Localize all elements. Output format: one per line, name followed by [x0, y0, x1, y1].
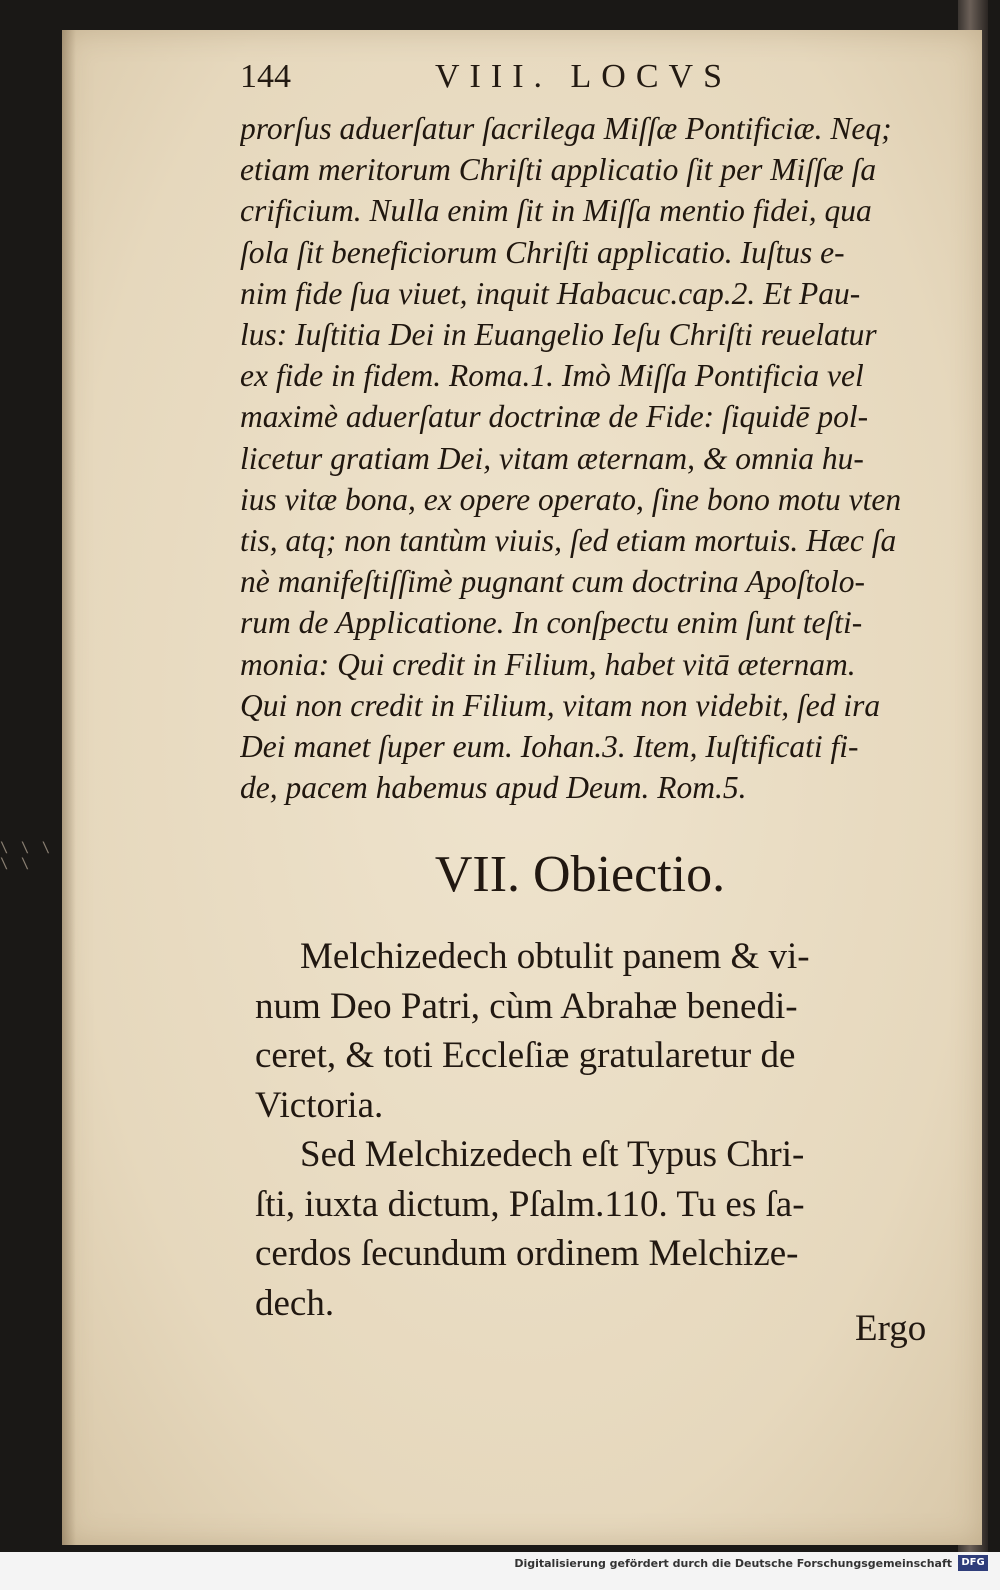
italic-text-block	[240, 108, 945, 808]
text-line: Melchizedech obtulit panem & vi-	[300, 936, 810, 977]
page-number: 144	[240, 58, 291, 95]
text-line: tis, atq; non tantùm viuis, ſed etiam mortuis. Hæc ſa	[240, 523, 897, 559]
text-line: maximè aduerſatur doctrinæ de Fide: ſiquidē pol-	[240, 399, 869, 435]
page-header	[240, 58, 940, 110]
text-line: ius vitæ bona, ex opere operato, ſine bono motu vten	[240, 481, 902, 517]
text-line: de, pacem habemus apud Deum. Rom.5.	[240, 770, 747, 806]
text-line: cerdos ſecundum ordinem Melchize-	[255, 1233, 799, 1274]
text-line: licetur gratiam Dei, vitam æternam, & omnia hu-	[240, 440, 864, 476]
text-line: Victoria.	[255, 1084, 384, 1126]
text-line: monia: Qui credit in Filium, habet vitā æternam.	[240, 646, 856, 682]
running-head: VIII. LOCVS	[435, 58, 732, 95]
text-line: lus: Iuſtitia Dei in Euangelio Ieſu Chriſti reuelatur	[240, 317, 877, 353]
text-line: nè manifeſtiſſimè pugnant cum doctrina Apoſtolo-	[240, 564, 865, 600]
text-line: ſti, iuxta dictum, Pſalm.110. Tu es ſa-	[255, 1183, 805, 1225]
text-line: nim fide ſua viuet, inquit Habacuc.cap.2. Et Pau-	[240, 275, 861, 311]
text-line: ſola ſit beneficiorum Chriſti applicatio. Iuſtus e-	[240, 234, 845, 270]
dfg-logo: DFG	[958, 1555, 988, 1571]
text-line: rum de Applicatione. In conſpectu enim ſunt teſti-	[240, 605, 863, 641]
text-line: Sed Melchizedech eſt Typus Chri-	[300, 1134, 805, 1175]
text-line: Dei manet ſuper eum. Iohan.3. Item, Iuſtificati fi-	[240, 729, 859, 765]
text-line: Qui non credit in Filium, vitam non videbit, ſed ira	[240, 687, 881, 723]
footer-credit: Digitalisierung gefördert durch die Deutsche Forschungsgemeinschaft	[514, 1557, 952, 1570]
text-line: prorſus aduerſatur ſacrilega Miſſæ Pontificiæ. Neq;	[240, 111, 892, 146]
roman-text-block	[255, 932, 945, 1328]
text-line: dech.	[255, 1282, 335, 1324]
catchword: Ergo	[855, 1308, 927, 1349]
text-line: ex fide in fidem. Roma.1. Imò Miſſa Pontificia vel	[240, 358, 864, 394]
text-line: ceret, & toti Eccleſiæ gratularetur de	[255, 1035, 796, 1076]
text-line: num Deo Patri, cùm Abrahæ benedi-	[255, 985, 798, 1027]
text-line: etiam meritorum Chriſti applicatio ſit per Miſſæ ſa	[240, 152, 877, 188]
edge-marks: \ \ \ \ \	[0, 840, 53, 872]
section-heading: VII. Obiectio.	[434, 846, 726, 903]
gutter-shadow	[62, 30, 76, 1545]
text-line: crificium. Nulla enim ſit in Miſſa mentio fidei, qua	[240, 193, 872, 229]
